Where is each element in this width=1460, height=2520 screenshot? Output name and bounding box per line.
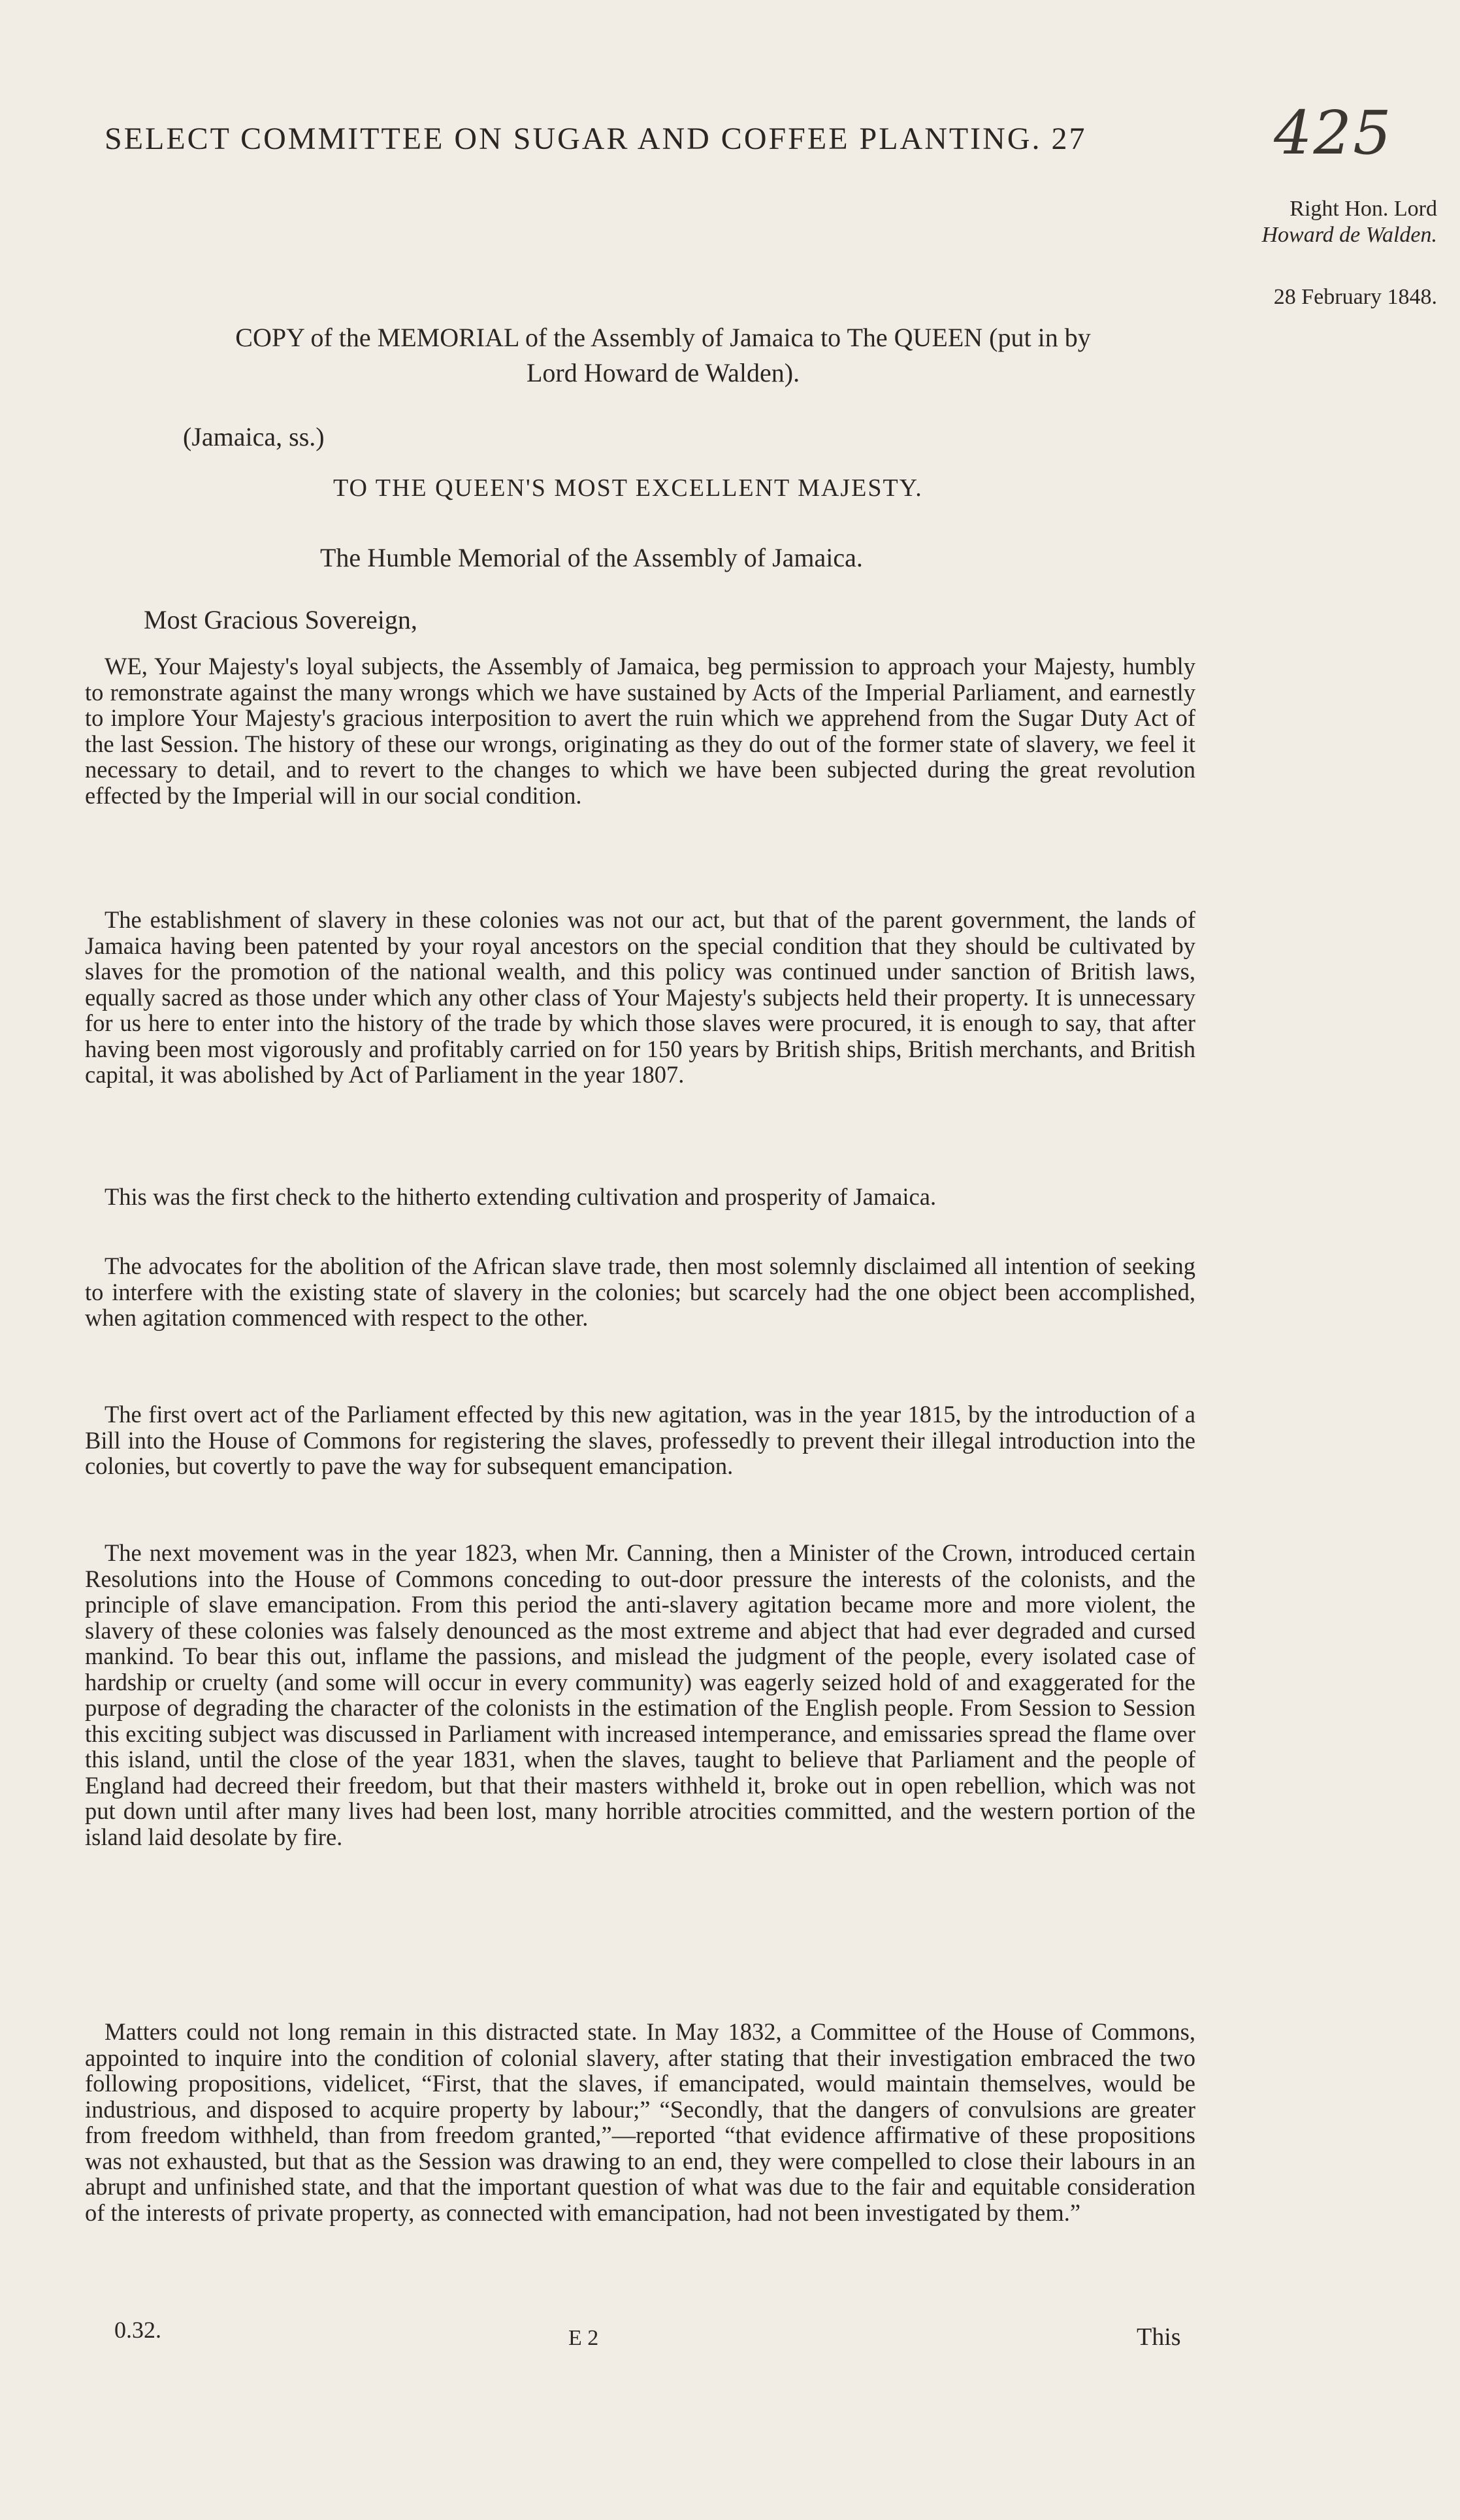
document-title xyxy=(144,320,1182,391)
paragraph-7: Matters could not long remain in this distracted state. In May 1832, a Committee of the House of Commons, appointed to inquire into the condition of colonial slavery, after stating that their investigation embraced the two following propositions, videlicet, “First, that the slaves, if emancipated, would maintain themselves, would be industrious, and disposed to acquire property by labour;” “Secondly, that the dangers of convulsions are greater from freedom withheld, than from freedom granted,”—reported “that evidence affirmative of these propositions was not exhausted, but that as the Session was drawing to an end, they were compelled to close their labours in an abrupt and unfinished state, and that the important question of what was due to the fair and equitable consideration of the interests of private property, as connected with emancipation, had not been investigated by them.” xyxy=(85,2018,1195,2226)
footer-signature-mark: 0.32. xyxy=(114,2317,161,2343)
running-head: SELECT COMMITTEE ON SUGAR AND COFFEE PLANTING. 27 xyxy=(105,122,1087,156)
paragraph-3: This was the first check to the hitherto extending cultivation and prosperity of Jamaica. xyxy=(105,1183,937,1210)
margin-date: 28 February 1848. xyxy=(1273,285,1437,309)
title-line1: COPY of the MEMORIAL of the Assembly of Jamaica to The QUEEN (put in by xyxy=(235,323,1091,352)
paragraph-4: The advocates for the abolition of the African slave trade, then most solemnly disclaimed all intention of seeking to interfere with the existing state of slavery in the colonies; but scarcely had the one object been accomplished, when agitation commenced with respect to the other. xyxy=(85,1252,1195,1331)
folio-number: 425 xyxy=(1274,98,1393,168)
paragraph-2: The establishment of slavery in these colonies was not our act, but that of the parent government, the lands of Jamaica having been patented by your royal ancestors on the special condition that they should be cultivated by slaves for the promotion of the national wealth, and this policy was continued under sanction of British laws, equally sacred as those under which any other class of Your Majesty's subjects held their property. It is unnecessary for us here to enter into the history of the trade by which those slaves were procured, it is enough to say, that after having been most vigorously and profitably carried on for 150 years by British ships, British merchants, and British capital, it was abolished by Act of Parliament in the year 1807. xyxy=(85,906,1195,1088)
margin-witness-line1: Right Hon. Lord xyxy=(1290,197,1437,221)
memorial-heading: The Humble Memorial of the Assembly of Jamaica. xyxy=(320,543,863,572)
margin-witness-line2: Howard de Walden. xyxy=(1261,223,1437,247)
paragraph-1: WE, Your Majesty's loyal subjects, the Assembly of Jamaica, beg permission to approach your Majesty, humbly to remonstrate against the many wrongs which we have sustained by Acts of the Imperial Parliament, and earnestly to implore Your Majesty's gracious interposition to avert the ruin which we apprehend from the Sugar Duty Act of the last Session. The history of these our wrongs, originating as they do out of the former state of slavery, we feel it necessary to detail, and to revert to the changes to which we have been subjected during the great revolution effected by the Imperial will in our social condition. xyxy=(85,653,1195,809)
location-line: (Jamaica, ss.) xyxy=(183,422,325,451)
paragraph-6: The next movement was in the year 1823, when Mr. Canning, then a Minister of the Crown, introduced certain Resolutions into the House of Commons conceding to out-door pressure the interests of the colonists, and the principle of slave emancipation. From this period the anti-slavery agitation became more and more violent, the slavery of these colonies was falsely denounced as the most extreme and abject that had ever degraded and cursed mankind. To bear this out, inflame the passions, and mislead the judgment of the people, every isolated case of hardship or cruelty (and some will occur in every community) was eagerly seized hold of and exaggerated for the purpose of degrading the character of the colonists in the estimation of the English people. From Session to Session this exciting subject was discussed in Parliament with increased intemperance, and emissaries spread the flame over this island, until the close of the year 1831, when the slaves, taught to believe that Parliament and the people of England had decreed their freedom, but that their masters withheld it, broke out in open rebellion, which was not put down until after many lives had been lost, many horrible atrocities committed, and the western portion of the island laid desolate by fire. xyxy=(85,1539,1195,1850)
footer-catchword: This xyxy=(1137,2323,1181,2351)
margin-witness xyxy=(1215,196,1437,248)
title-line2: Lord Howard de Walden). xyxy=(526,358,800,387)
footer-sheet-mark: E 2 xyxy=(568,2326,599,2350)
paragraph-5: The first overt act of the Parliament effected by this new agitation, was in the year 1815, by the introduction of a Bill into the House of Commons for registering the slaves, professedly to prevent their illegal introduction into the colonies, but covertly to pave the way for subsequent emancipation. xyxy=(85,1401,1195,1479)
salutation: Most Gracious Sovereign, xyxy=(144,605,417,634)
address-line: TO THE QUEEN'S MOST EXCELLENT MAJESTY. xyxy=(333,474,923,502)
